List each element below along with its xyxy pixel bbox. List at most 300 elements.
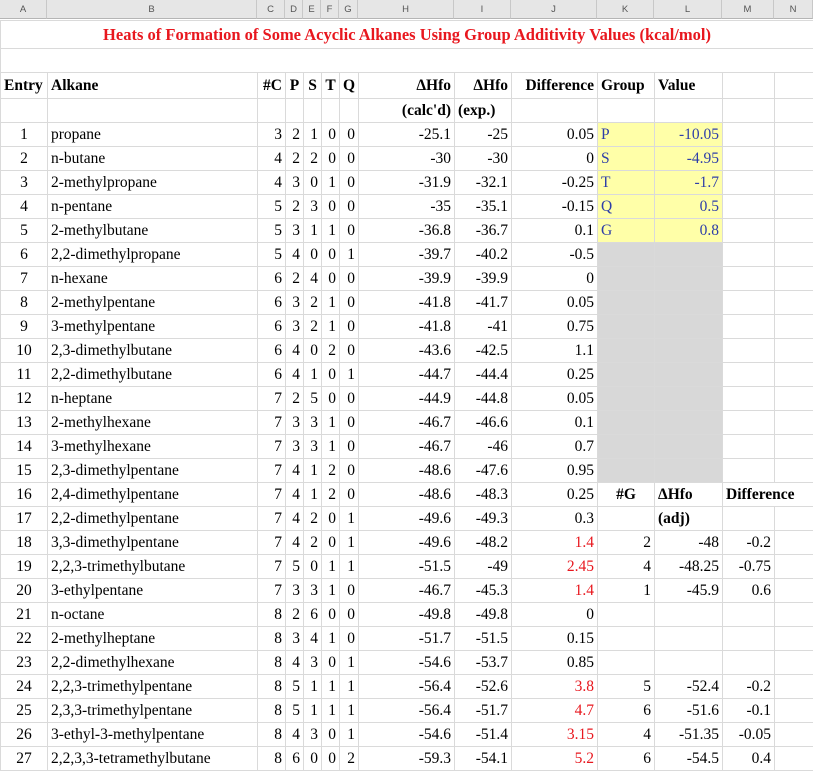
alkane-cell[interactable]: 2,2-dimethylpentane <box>48 507 258 531</box>
hf-adj-cell[interactable]: -48 <box>655 531 723 555</box>
hf-exp-cell[interactable]: -47.6 <box>455 459 512 483</box>
header-hf-exp-sub[interactable]: (exp.) <box>455 99 512 123</box>
entry-cell[interactable]: 9 <box>1 315 48 339</box>
hf-calc-cell[interactable]: -44.9 <box>359 387 455 411</box>
entry-cell[interactable]: 5 <box>1 219 48 243</box>
hf-exp-cell[interactable]: -41.7 <box>455 291 512 315</box>
empty-cell[interactable] <box>775 435 813 459</box>
hf-exp-cell[interactable]: -42.5 <box>455 339 512 363</box>
s-count-cell[interactable]: 3 <box>304 579 322 603</box>
empty-cell[interactable] <box>775 219 813 243</box>
empty-cell[interactable] <box>775 699 813 723</box>
carbon-count-cell[interactable]: 8 <box>258 603 286 627</box>
header-p[interactable]: P <box>286 73 304 99</box>
difference-cell[interactable]: 0.05 <box>512 291 598 315</box>
q-count-cell[interactable]: 0 <box>340 291 359 315</box>
q-count-cell[interactable]: 0 <box>340 435 359 459</box>
hf-exp-cell[interactable]: -40.2 <box>455 243 512 267</box>
q-count-cell[interactable]: 1 <box>340 507 359 531</box>
t-count-cell[interactable]: 1 <box>322 627 340 651</box>
entry-cell[interactable]: 19 <box>1 555 48 579</box>
carbon-count-cell[interactable]: 7 <box>258 435 286 459</box>
header-t[interactable]: T <box>322 73 340 99</box>
hf-calc-cell[interactable]: -35 <box>359 195 455 219</box>
empty-cell[interactable] <box>775 747 813 771</box>
p-count-cell[interactable]: 2 <box>286 387 304 411</box>
carbon-count-cell[interactable]: 5 <box>258 195 286 219</box>
group-value-cell[interactable]: 0.8 <box>655 219 723 243</box>
s-count-cell[interactable]: 2 <box>304 315 322 339</box>
s-count-cell[interactable]: 3 <box>304 411 322 435</box>
p-count-cell[interactable]: 5 <box>286 675 304 699</box>
q-count-cell[interactable]: 0 <box>340 339 359 363</box>
t-count-cell[interactable]: 0 <box>322 387 340 411</box>
empty-cell[interactable] <box>775 723 813 747</box>
carbon-count-cell[interactable]: 8 <box>258 627 286 651</box>
empty-cell[interactable] <box>304 99 322 123</box>
t-count-cell[interactable]: 0 <box>322 747 340 771</box>
difference-cell[interactable]: 0 <box>512 603 598 627</box>
carbon-count-cell[interactable]: 4 <box>258 147 286 171</box>
empty-cell[interactable] <box>775 555 813 579</box>
t-count-cell[interactable]: 0 <box>322 363 340 387</box>
t-count-cell[interactable]: 0 <box>322 723 340 747</box>
p-count-cell[interactable]: 2 <box>286 147 304 171</box>
hf-exp-cell[interactable]: -44.8 <box>455 387 512 411</box>
q-count-cell[interactable]: 0 <box>340 603 359 627</box>
group-value-cell[interactable]: -10.05 <box>655 123 723 147</box>
carbon-count-cell[interactable]: 8 <box>258 723 286 747</box>
header-carbons[interactable]: #C <box>258 73 286 99</box>
header-hf-adj-sub[interactable]: (adj) <box>655 507 723 531</box>
carbon-count-cell[interactable]: 8 <box>258 651 286 675</box>
entry-cell[interactable]: 8 <box>1 291 48 315</box>
sheet-title[interactable]: Heats of Formation of Some Acyclic Alkanes Using Group Additivity Values (kcal/mol) <box>1 21 813 49</box>
p-count-cell[interactable]: 5 <box>286 699 304 723</box>
hf-calc-cell[interactable]: -51.5 <box>359 555 455 579</box>
group-count-cell[interactable]: 4 <box>598 723 655 747</box>
carbon-count-cell[interactable]: 7 <box>258 579 286 603</box>
t-count-cell[interactable]: 0 <box>322 507 340 531</box>
t-count-cell[interactable]: 1 <box>322 411 340 435</box>
group-cell[interactable]: P <box>598 123 655 147</box>
t-count-cell[interactable]: 1 <box>322 171 340 195</box>
difference-cell[interactable]: 3.8 <box>512 675 598 699</box>
alkane-cell[interactable]: 2,2-dimethylpropane <box>48 243 258 267</box>
q-count-cell[interactable]: 1 <box>340 675 359 699</box>
entry-cell[interactable]: 27 <box>1 747 48 771</box>
shaded-cell[interactable] <box>598 459 655 483</box>
entry-cell[interactable]: 18 <box>1 531 48 555</box>
t-count-cell[interactable]: 1 <box>322 315 340 339</box>
difference-cell[interactable]: 0.1 <box>512 219 598 243</box>
empty-cell[interactable] <box>598 507 655 531</box>
empty-cell[interactable] <box>775 315 813 339</box>
hf-exp-cell[interactable]: -39.9 <box>455 267 512 291</box>
hf-calc-cell[interactable]: -46.7 <box>359 411 455 435</box>
header-alkane[interactable]: Alkane <box>48 73 258 99</box>
empty-cell[interactable] <box>258 99 286 123</box>
t-count-cell[interactable]: 0 <box>322 267 340 291</box>
shaded-cell[interactable] <box>598 243 655 267</box>
difference-cell[interactable]: 0.25 <box>512 363 598 387</box>
q-count-cell[interactable]: 0 <box>340 627 359 651</box>
carbon-count-cell[interactable]: 7 <box>258 531 286 555</box>
p-count-cell[interactable]: 3 <box>286 315 304 339</box>
s-count-cell[interactable]: 2 <box>304 507 322 531</box>
empty-cell[interactable] <box>723 171 775 195</box>
alkane-cell[interactable]: 2,2-dimethylbutane <box>48 363 258 387</box>
hf-calc-cell[interactable]: -25.1 <box>359 123 455 147</box>
p-count-cell[interactable]: 3 <box>286 627 304 651</box>
header-hf-calc-sub[interactable]: (calc'd) <box>359 99 455 123</box>
adj-difference-cell[interactable]: -0.75 <box>723 555 775 579</box>
empty-cell[interactable] <box>775 363 813 387</box>
hf-exp-cell[interactable]: -49.8 <box>455 603 512 627</box>
hf-calc-cell[interactable]: -46.7 <box>359 579 455 603</box>
hf-exp-cell[interactable]: -52.6 <box>455 675 512 699</box>
difference-cell[interactable]: 2.45 <box>512 555 598 579</box>
alkane-cell[interactable]: 3-methylhexane <box>48 435 258 459</box>
col-header-c[interactable]: C <box>257 0 285 19</box>
carbon-count-cell[interactable]: 7 <box>258 387 286 411</box>
p-count-cell[interactable]: 3 <box>286 411 304 435</box>
empty-cell[interactable] <box>775 651 813 675</box>
entry-cell[interactable]: 21 <box>1 603 48 627</box>
q-count-cell[interactable]: 0 <box>340 315 359 339</box>
p-count-cell[interactable]: 4 <box>286 363 304 387</box>
group-cell[interactable]: Q <box>598 195 655 219</box>
empty-cell[interactable] <box>723 627 775 651</box>
p-count-cell[interactable]: 2 <box>286 267 304 291</box>
shaded-cell[interactable] <box>598 315 655 339</box>
s-count-cell[interactable]: 2 <box>304 291 322 315</box>
p-count-cell[interactable]: 6 <box>286 747 304 771</box>
difference-cell[interactable]: 0.05 <box>512 387 598 411</box>
difference-cell[interactable]: 0.75 <box>512 315 598 339</box>
difference-cell[interactable]: 3.15 <box>512 723 598 747</box>
t-count-cell[interactable]: 1 <box>322 291 340 315</box>
hf-calc-cell[interactable]: -31.9 <box>359 171 455 195</box>
hf-exp-cell[interactable]: -36.7 <box>455 219 512 243</box>
p-count-cell[interactable]: 2 <box>286 123 304 147</box>
hf-adj-cell[interactable]: -52.4 <box>655 675 723 699</box>
t-count-cell[interactable]: 1 <box>322 435 340 459</box>
shaded-cell[interactable] <box>598 291 655 315</box>
p-count-cell[interactable]: 2 <box>286 603 304 627</box>
blank-row[interactable] <box>1 49 813 73</box>
t-count-cell[interactable]: 0 <box>322 531 340 555</box>
t-count-cell[interactable]: 1 <box>322 219 340 243</box>
alkane-cell[interactable]: n-octane <box>48 603 258 627</box>
header-hf-exp[interactable]: ΔHfo <box>455 73 512 99</box>
alkane-cell[interactable]: 2-methylpentane <box>48 291 258 315</box>
s-count-cell[interactable]: 1 <box>304 363 322 387</box>
difference-cell[interactable]: 0.05 <box>512 123 598 147</box>
hf-calc-cell[interactable]: -56.4 <box>359 675 455 699</box>
hf-calc-cell[interactable]: -49.6 <box>359 507 455 531</box>
hf-calc-cell[interactable]: -41.8 <box>359 291 455 315</box>
difference-cell[interactable]: 0 <box>512 267 598 291</box>
shaded-cell[interactable] <box>655 459 723 483</box>
q-count-cell[interactable]: 0 <box>340 219 359 243</box>
hf-calc-cell[interactable]: -41.8 <box>359 315 455 339</box>
hf-exp-cell[interactable]: -48.3 <box>455 483 512 507</box>
group-cell[interactable]: T <box>598 171 655 195</box>
alkane-cell[interactable]: n-heptane <box>48 387 258 411</box>
group-count-cell[interactable]: 6 <box>598 747 655 771</box>
shaded-cell[interactable] <box>655 315 723 339</box>
shaded-cell[interactable] <box>655 267 723 291</box>
p-count-cell[interactable]: 4 <box>286 339 304 363</box>
col-header-h[interactable]: H <box>358 0 454 19</box>
entry-cell[interactable]: 6 <box>1 243 48 267</box>
group-count-cell[interactable]: 5 <box>598 675 655 699</box>
empty-cell[interactable] <box>775 531 813 555</box>
p-count-cell[interactable]: 4 <box>286 531 304 555</box>
difference-cell[interactable]: -0.15 <box>512 195 598 219</box>
adj-difference-cell[interactable]: -0.05 <box>723 723 775 747</box>
carbon-count-cell[interactable]: 6 <box>258 315 286 339</box>
alkane-cell[interactable]: 3-ethyl-3-methylpentane <box>48 723 258 747</box>
col-header-l[interactable]: L <box>654 0 722 19</box>
difference-cell[interactable]: 0 <box>512 147 598 171</box>
alkane-cell[interactable]: 2,3-dimethylpentane <box>48 459 258 483</box>
hf-exp-cell[interactable]: -32.1 <box>455 171 512 195</box>
hf-calc-cell[interactable]: -46.7 <box>359 435 455 459</box>
t-count-cell[interactable]: 2 <box>322 483 340 507</box>
s-count-cell[interactable]: 1 <box>304 459 322 483</box>
empty-cell[interactable] <box>723 147 775 171</box>
hf-exp-cell[interactable]: -49 <box>455 555 512 579</box>
empty-cell[interactable] <box>723 195 775 219</box>
q-count-cell[interactable]: 1 <box>340 651 359 675</box>
hf-adj-cell[interactable]: -45.9 <box>655 579 723 603</box>
q-count-cell[interactable]: 0 <box>340 579 359 603</box>
col-header-b[interactable]: B <box>47 0 257 19</box>
col-header-f[interactable]: F <box>321 0 339 19</box>
entry-cell[interactable]: 7 <box>1 267 48 291</box>
t-count-cell[interactable]: 0 <box>322 147 340 171</box>
adj-difference-cell[interactable]: -0.2 <box>723 675 775 699</box>
adj-difference-cell[interactable]: -0.1 <box>723 699 775 723</box>
header-entry[interactable]: Entry <box>1 73 48 99</box>
alkane-cell[interactable]: 2-methylbutane <box>48 219 258 243</box>
adj-difference-cell[interactable]: -0.2 <box>723 531 775 555</box>
difference-cell[interactable]: 5.2 <box>512 747 598 771</box>
shaded-cell[interactable] <box>655 435 723 459</box>
p-count-cell[interactable]: 4 <box>286 483 304 507</box>
s-count-cell[interactable]: 2 <box>304 147 322 171</box>
empty-cell[interactable] <box>775 171 813 195</box>
carbon-count-cell[interactable]: 8 <box>258 699 286 723</box>
carbon-count-cell[interactable]: 8 <box>258 747 286 771</box>
header-hf-calc[interactable]: ΔHfo <box>359 73 455 99</box>
carbon-count-cell[interactable]: 6 <box>258 291 286 315</box>
entry-cell[interactable]: 11 <box>1 363 48 387</box>
alkane-cell[interactable]: 2,3-dimethylbutane <box>48 339 258 363</box>
q-count-cell[interactable]: 1 <box>340 363 359 387</box>
entry-cell[interactable]: 14 <box>1 435 48 459</box>
difference-cell[interactable]: 0.1 <box>512 411 598 435</box>
alkane-cell[interactable]: n-hexane <box>48 267 258 291</box>
empty-cell[interactable] <box>723 435 775 459</box>
s-count-cell[interactable]: 2 <box>304 531 322 555</box>
empty-cell[interactable] <box>775 243 813 267</box>
q-count-cell[interactable]: 1 <box>340 555 359 579</box>
entry-cell[interactable]: 3 <box>1 171 48 195</box>
empty-cell[interactable] <box>512 99 598 123</box>
empty-cell[interactable] <box>723 291 775 315</box>
q-count-cell[interactable]: 0 <box>340 411 359 435</box>
adj-difference-cell[interactable]: 0.4 <box>723 747 775 771</box>
s-count-cell[interactable]: 1 <box>304 123 322 147</box>
header-group[interactable]: Group <box>598 73 655 99</box>
q-count-cell[interactable]: 0 <box>340 459 359 483</box>
hf-calc-cell[interactable]: -51.7 <box>359 627 455 651</box>
group-count-cell[interactable]: 2 <box>598 531 655 555</box>
entry-cell[interactable]: 15 <box>1 459 48 483</box>
q-count-cell[interactable]: 1 <box>340 699 359 723</box>
group-count-cell[interactable]: 1 <box>598 579 655 603</box>
carbon-count-cell[interactable]: 5 <box>258 219 286 243</box>
alkane-cell[interactable]: 2-methylhexane <box>48 411 258 435</box>
difference-cell[interactable]: 4.7 <box>512 699 598 723</box>
hf-exp-cell[interactable]: -30 <box>455 147 512 171</box>
hf-exp-cell[interactable]: -51.4 <box>455 723 512 747</box>
entry-cell[interactable]: 10 <box>1 339 48 363</box>
empty-cell[interactable] <box>775 195 813 219</box>
empty-cell[interactable] <box>322 99 340 123</box>
empty-cell[interactable] <box>775 603 813 627</box>
empty-cell[interactable] <box>655 627 723 651</box>
s-count-cell[interactable]: 1 <box>304 699 322 723</box>
hf-calc-cell[interactable]: -54.6 <box>359 651 455 675</box>
empty-cell[interactable] <box>775 411 813 435</box>
shaded-cell[interactable] <box>598 387 655 411</box>
empty-cell[interactable] <box>723 459 775 483</box>
empty-cell[interactable] <box>775 267 813 291</box>
shaded-cell[interactable] <box>655 243 723 267</box>
hf-exp-cell[interactable]: -35.1 <box>455 195 512 219</box>
t-count-cell[interactable]: 0 <box>322 195 340 219</box>
hf-exp-cell[interactable]: -41 <box>455 315 512 339</box>
s-count-cell[interactable]: 4 <box>304 267 322 291</box>
entry-cell[interactable]: 1 <box>1 123 48 147</box>
difference-cell[interactable]: -0.25 <box>512 171 598 195</box>
carbon-count-cell[interactable]: 7 <box>258 483 286 507</box>
hf-exp-cell[interactable]: -25 <box>455 123 512 147</box>
entry-cell[interactable]: 24 <box>1 675 48 699</box>
empty-cell[interactable] <box>775 99 813 123</box>
t-count-cell[interactable]: 1 <box>322 579 340 603</box>
t-count-cell[interactable]: 0 <box>322 123 340 147</box>
s-count-cell[interactable]: 3 <box>304 651 322 675</box>
carbon-count-cell[interactable]: 5 <box>258 243 286 267</box>
empty-cell[interactable] <box>598 603 655 627</box>
header-hf-adj[interactable]: ΔHfo <box>655 483 723 507</box>
alkane-cell[interactable]: 2-methylheptane <box>48 627 258 651</box>
p-count-cell[interactable]: 5 <box>286 555 304 579</box>
empty-cell[interactable] <box>723 387 775 411</box>
shaded-cell[interactable] <box>655 387 723 411</box>
group-cell[interactable]: S <box>598 147 655 171</box>
alkane-cell[interactable]: 3-ethylpentane <box>48 579 258 603</box>
s-count-cell[interactable]: 4 <box>304 627 322 651</box>
q-count-cell[interactable]: 1 <box>340 723 359 747</box>
q-count-cell[interactable]: 1 <box>340 531 359 555</box>
hf-calc-cell[interactable]: -49.8 <box>359 603 455 627</box>
s-count-cell[interactable]: 6 <box>304 603 322 627</box>
empty-cell[interactable] <box>775 627 813 651</box>
group-cell[interactable]: G <box>598 219 655 243</box>
t-count-cell[interactable]: 2 <box>322 459 340 483</box>
empty-cell[interactable] <box>723 267 775 291</box>
empty-cell[interactable] <box>775 459 813 483</box>
empty-cell[interactable] <box>655 603 723 627</box>
header-group-count[interactable]: #G <box>598 483 655 507</box>
col-header-m[interactable]: M <box>722 0 774 19</box>
empty-cell[interactable] <box>723 651 775 675</box>
empty-cell[interactable] <box>723 99 775 123</box>
hf-calc-cell[interactable]: -48.6 <box>359 459 455 483</box>
empty-cell[interactable] <box>775 675 813 699</box>
p-count-cell[interactable]: 3 <box>286 171 304 195</box>
shaded-cell[interactable] <box>655 363 723 387</box>
t-count-cell[interactable]: 0 <box>322 651 340 675</box>
entry-cell[interactable]: 22 <box>1 627 48 651</box>
carbon-count-cell[interactable]: 7 <box>258 459 286 483</box>
header-value[interactable]: Value <box>655 73 723 99</box>
hf-adj-cell[interactable]: -51.6 <box>655 699 723 723</box>
empty-cell[interactable] <box>286 99 304 123</box>
alkane-cell[interactable]: n-pentane <box>48 195 258 219</box>
s-count-cell[interactable]: 0 <box>304 339 322 363</box>
group-count-cell[interactable]: 6 <box>598 699 655 723</box>
empty-cell[interactable] <box>723 411 775 435</box>
s-count-cell[interactable]: 0 <box>304 243 322 267</box>
hf-calc-cell[interactable]: -48.6 <box>359 483 455 507</box>
s-count-cell[interactable]: 0 <box>304 747 322 771</box>
p-count-cell[interactable]: 4 <box>286 723 304 747</box>
t-count-cell[interactable]: 0 <box>322 603 340 627</box>
p-count-cell[interactable]: 3 <box>286 579 304 603</box>
t-count-cell[interactable]: 0 <box>322 243 340 267</box>
group-value-cell[interactable]: -4.95 <box>655 147 723 171</box>
q-count-cell[interactable]: 1 <box>340 243 359 267</box>
carbon-count-cell[interactable]: 7 <box>258 411 286 435</box>
empty-cell[interactable] <box>775 73 813 99</box>
q-count-cell[interactable]: 0 <box>340 147 359 171</box>
p-count-cell[interactable]: 4 <box>286 651 304 675</box>
shaded-cell[interactable] <box>655 411 723 435</box>
alkane-cell[interactable]: n-butane <box>48 147 258 171</box>
carbon-count-cell[interactable]: 6 <box>258 339 286 363</box>
s-count-cell[interactable]: 5 <box>304 387 322 411</box>
empty-cell[interactable] <box>723 243 775 267</box>
difference-cell[interactable]: 0.7 <box>512 435 598 459</box>
difference-cell[interactable]: 1.4 <box>512 579 598 603</box>
col-header-a[interactable]: A <box>0 0 47 19</box>
q-count-cell[interactable]: 0 <box>340 387 359 411</box>
empty-cell[interactable] <box>775 507 813 531</box>
empty-cell[interactable] <box>598 627 655 651</box>
col-header-e[interactable]: E <box>303 0 321 19</box>
empty-cell[interactable] <box>598 99 655 123</box>
hf-adj-cell[interactable]: -48.25 <box>655 555 723 579</box>
carbon-count-cell[interactable]: 6 <box>258 363 286 387</box>
empty-cell[interactable] <box>598 651 655 675</box>
